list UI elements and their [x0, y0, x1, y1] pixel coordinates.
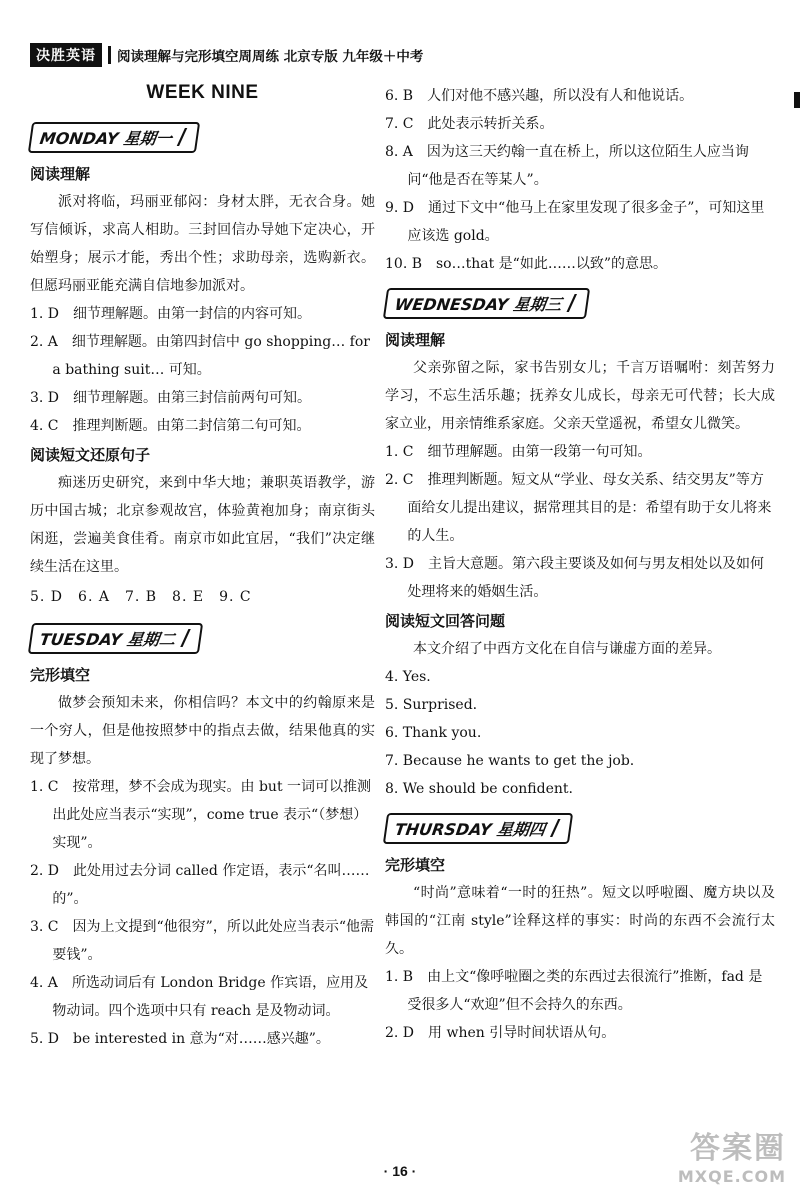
monday-answer-2: 2. A 细节理解题。由第四封信中 go shopping… for a bathing suit… 可知。	[30, 334, 370, 378]
monday-answer-4: 4. C 推理判断题。由第二封信第二句可知。	[30, 418, 311, 434]
wednesday-label-text: WEDNESDAY 星期三	[393, 295, 563, 314]
monday-section-restore: 阅读短文还原句子	[30, 446, 151, 464]
slash-icon: /	[179, 626, 192, 651]
thursday-answer-1: 1. B 由上文“像呼啦圈之类的东西过去很流行”推断，fad 是受很多人“欢迎”但不会持久的东西。	[385, 969, 763, 1013]
slash-icon: /	[565, 291, 578, 316]
wednesday-answer-2: 2. C 推理判断题。短文从“学业、母女关系、结交男友”等方面给女儿提出建议，据常理其目的是：希望有助于女儿将来的人生。	[385, 472, 772, 544]
thursday-cloze-intro: “时尚”意味着“一时的狂热”。短文以呼啦圈、魔方块以及韩国的“江南 style”诠释这样的事实：时尚的东西不会流行太久。	[385, 885, 775, 957]
wednesday-label	[383, 288, 590, 319]
page-edge-mark	[794, 92, 800, 108]
tuesday-label-text: TUESDAY 星期二	[38, 630, 177, 649]
monday-answer-1: 1. D 细节理解题。由第一封信的内容可知。	[30, 306, 312, 322]
tuesday-answer-8: 8. A 因为这三天约翰一直在桥上，所以这位陌生人应当询问“他是否在等某人”。	[385, 144, 749, 188]
monday-section-reading: 阅读理解	[30, 165, 91, 183]
tuesday-answer-9: 9. D 通过下文中“他马上在家里发现了很多金子”，可知这里应该选 gold。	[385, 200, 765, 244]
tuesday-answer-3: 3. C 因为上文提到“他很穷”，所以此处应当表示“他需要钱”。	[30, 919, 374, 963]
monday-label	[28, 122, 200, 153]
monday-label-text: MONDAY 星期一	[38, 129, 174, 148]
wednesday-answer-1: 1. C 细节理解题。由第一段第一句可知。	[385, 444, 652, 460]
tuesday-section-cloze: 完形填空	[30, 666, 91, 684]
watermark-line-1: 答案圈	[690, 1131, 786, 1166]
tuesday-answer-2: 2. D 此处用过去分词 called 作定语，表示“名叫……的”。	[30, 863, 370, 907]
monday-answer-3: 3. D 细节理解题。由第三封信前两句可知。	[30, 390, 312, 406]
watermark	[678, 1123, 786, 1186]
week-title: WEEK NINE	[146, 82, 259, 103]
wednesday-answer-7: 7. Because he wants to get the job.	[385, 753, 635, 769]
tuesday-answer-1: 1. C 按常理，梦不会成为现实。由 but 一词可以推测出此处应当表示“实现”，come true 表示“（梦想）实现”。	[30, 779, 372, 851]
thursday-label	[383, 813, 574, 844]
wednesday-answer-6: 6. Thank you.	[385, 725, 482, 741]
watermark-line-2: MXQE.COM	[677, 1167, 786, 1186]
tuesday-answer-10: 10. B so…that 是“如此……以致”的意思。	[385, 256, 667, 272]
thursday-section-cloze: 完形填空	[385, 856, 446, 874]
header-title: 阅读理解与完形填空周周练 北京专版 九年级＋中考	[117, 49, 424, 65]
tuesday-answer-4: 4. A 所选动词后有 London Bridge 作宾语，应用及物动词。四个选项中只有 reach 是及物动词。	[30, 975, 369, 1019]
wednesday-answer-4: 4. Yes.	[385, 669, 431, 685]
monday-restore-answers: 5. D 6. A 7. B 8. E 9. C	[30, 589, 252, 605]
wednesday-answer-8: 8. We should be confident.	[385, 781, 573, 797]
monday-restore-intro: 痴迷历史研究，来到中华大地；兼职英语教学，游历中国古城；北京参观故宫，体验黄袍加身；南京街头闲逛，尝遍美食佳肴。南京市如此宜居，“我们”决定继续生活在这里。	[30, 475, 375, 575]
right-column	[385, 82, 775, 1047]
wednesday-qa-intro: 本文介绍了中西方文化在自信与谦虚方面的差异。	[413, 641, 721, 657]
wednesday-section-qa: 阅读短文回答问题	[385, 612, 506, 630]
tuesday-answer-7: 7. C 此处表示转折关系。	[385, 116, 554, 132]
thursday-answer-2: 2. D 用 when 引导时间状语从句。	[385, 1025, 616, 1041]
monday-reading-intro: 派对将临，玛丽亚郁闷：身材太胖，无衣合身。她写信倾诉，求高人相助。三封回信办导她下定决心，开始塑身；展示才能，秀出个性；求助母亲，选购新衣。但愿玛丽亚能充满自信地参加派对。	[30, 194, 375, 294]
wednesday-answer-3: 3. D 主旨大意题。第六段主要谈及如何与男友相处以及如何处理将来的婚姻生活。	[385, 556, 765, 600]
slash-icon: /	[176, 125, 188, 150]
tuesday-label	[28, 623, 204, 654]
header-divider	[108, 46, 111, 64]
tuesday-cloze-intro: 做梦会预知未来，你相信吗？本文中的约翰原来是一个穷人，但是他按照梦中的指点去做，结果他真的实现了梦想。	[30, 695, 375, 767]
tuesday-answer-5: 5. D be interested in 意为“对……感兴趣”。	[30, 1031, 330, 1047]
slash-icon: /	[549, 816, 561, 841]
page-number: · 16 ·	[383, 1163, 417, 1179]
brand-logo: 决胜英语	[30, 43, 102, 67]
tuesday-answer-6: 6. B 人们对他不感兴趣，所以没有人和他说话。	[385, 88, 694, 104]
page-header	[30, 44, 423, 66]
wednesday-section-reading: 阅读理解	[385, 331, 446, 349]
wednesday-answer-5: 5. Surprised.	[385, 697, 478, 713]
thursday-label-text: THURSDAY 星期四	[393, 820, 547, 839]
wednesday-reading-intro: 父亲弥留之际，家书告别女儿；千言万语嘱咐：刻苦努力学习，不忘生活乐趣；抚养女儿成长，母亲无可代替；长大成家立业，用亲情维系家庭。父亲天堂遥祝，希望女儿微笑。	[385, 360, 775, 432]
left-column	[30, 82, 375, 1053]
